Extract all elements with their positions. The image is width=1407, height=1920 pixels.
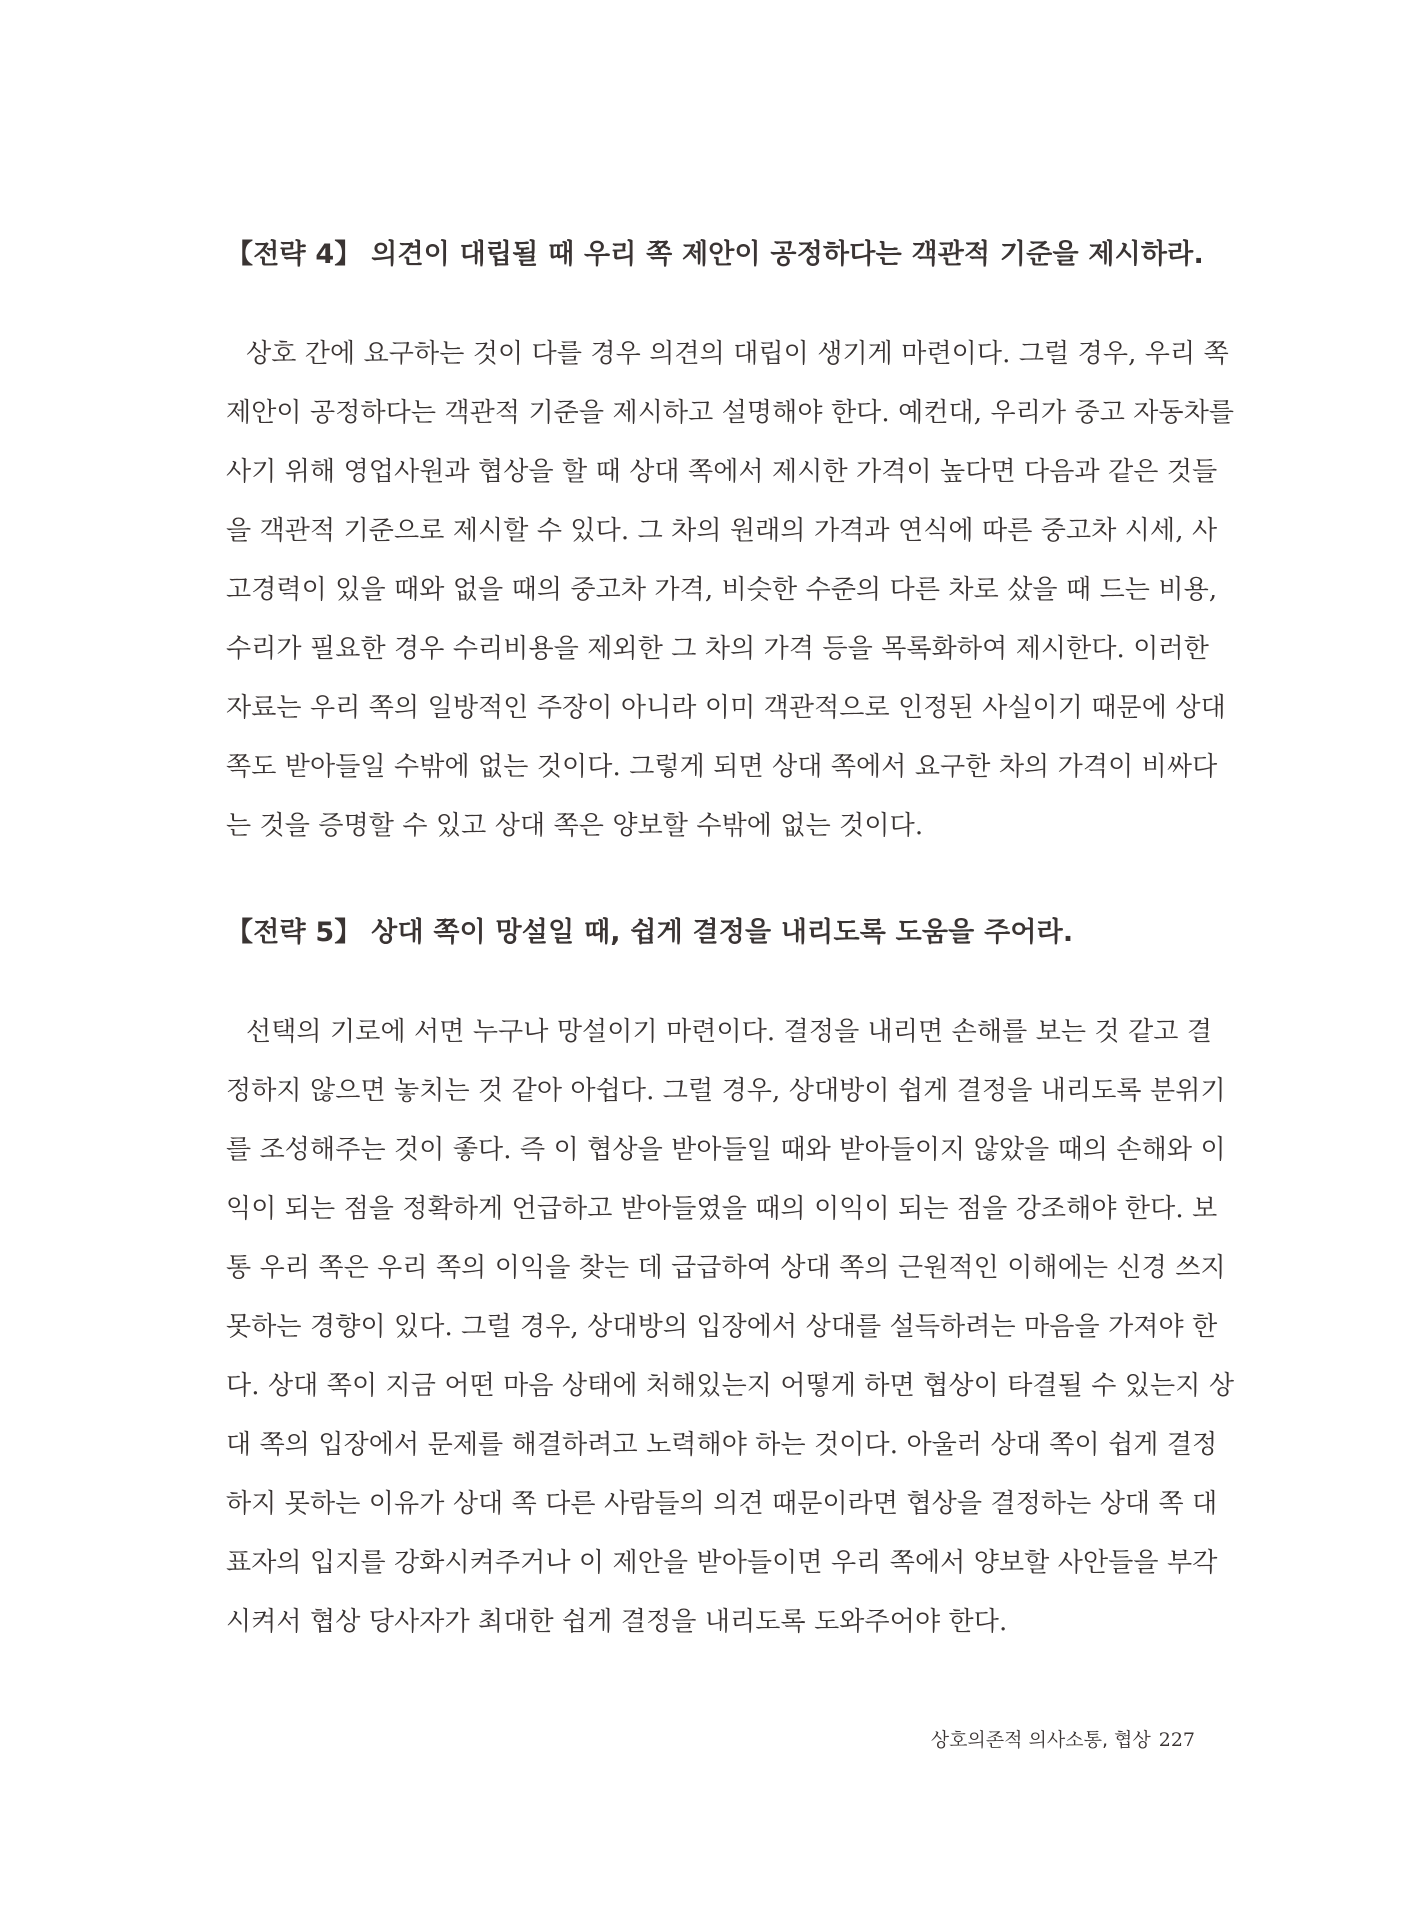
section-heading-strategy-4 [226,238,1204,272]
paragraph-line: 사기 위해 영업사원과 협상을 할 때 상대 쪽에서 제시한 가격이 높다면 다음과 같은 것들 [226,457,1218,487]
section-heading-strategy-5 [226,916,1186,950]
heading-label: 【전략 4】 [226,239,362,270]
section-body-strategy-4 [226,325,1235,856]
paragraph-line: 통 우리 쪽은 우리 쪽의 이익을 찾는 데 급급하여 상대 쪽의 근원적인 이해에는 신경 쓰지 [226,1253,1226,1283]
paragraph-line: 를 조성해주는 것이 좋다. 즉 이 협상을 받아들일 때와 받아들이지 않았을 때의 손해와 이 [226,1135,1226,1165]
paragraph-line: 자료는 우리 쪽의 일방적인 주장이 아니라 이미 객관적으로 인정된 사실이기 때문에 상대 [226,693,1226,723]
paragraph-line: 선택의 기로에 서면 누구나 망설이기 마련이다. 결정을 내리면 손해를 보는 것 같고 결 [246,1017,1213,1047]
paragraph-line: 을 객관적 기준으로 제시할 수 있다. 그 차의 원래의 가격과 연식에 따른 중고차 시세, 사 [226,516,1218,546]
paragraph-line: 제안이 공정하다는 객관적 기준을 제시하고 설명해야 한다. 예컨대, 우리가 중고 자동차를 [226,398,1235,428]
paragraph-line: 다. 상대 쪽이 지금 어떤 마음 상태에 처해있는지 어떻게 하면 협상이 타결될 수 있는지 상 [226,1371,1235,1401]
paragraph-line: 쪽도 받아들일 수밖에 없는 것이다. 그렇게 되면 상대 쪽에서 요구한 차의 가격이 비싸다 [226,752,1218,782]
paragraph-line: 대 쪽의 입장에서 문제를 해결하려고 노력해야 하는 것이다. 아울러 상대 쪽이 쉽게 결정 [226,1430,1218,1460]
heading-label: 【전략 5】 [226,917,362,948]
heading-text: 의견이 대립될 때 우리 쪽 제안이 공정하다는 객관적 기준을 제시하라. [371,239,1204,270]
paragraph-line: 정하지 않으면 놓치는 것 같아 아쉽다. 그럴 경우, 상대방이 쉽게 결정을 내리도록 분위기 [226,1076,1226,1106]
paragraph-line: 수리가 필요한 경우 수리비용을 제외한 그 차의 가격 등을 목록화하여 제시한다. 이러한 [226,634,1209,664]
running-title: 상호의존적 의사소통, 협상 [930,1729,1151,1751]
paragraph-line: 하지 못하는 이유가 상대 쪽 다른 사람들의 의견 때문이라면 협상을 결정하는 상대 쪽 대 [226,1489,1218,1519]
page-number: 227 [1158,1729,1195,1751]
page-footer [931,1727,1195,1753]
paragraph-line: 못하는 경향이 있다. 그럴 경우, 상대방의 입장에서 상대를 설득하려는 마음을 가져야 한 [226,1312,1218,1342]
section-body-strategy-5 [226,1003,1235,1652]
paragraph-line: 상호 간에 요구하는 것이 다를 경우 의견의 대립이 생기게 마련이다. 그럴 경우, 우리 쪽 [246,339,1229,369]
heading-text: 상대 쪽이 망설일 때, 쉽게 결정을 내리도록 도움을 주어라. [371,917,1074,948]
paragraph-line: 익이 되는 점을 정확하게 언급하고 받아들였을 때의 이익이 되는 점을 강조해야 한다. 보 [226,1194,1218,1224]
paragraph-line: 는 것을 증명할 수 있고 상대 쪽은 양보할 수밖에 없는 것이다. [226,811,924,841]
paragraph-line: 고경력이 있을 때와 없을 때의 중고차 가격, 비슷한 수준의 다른 차로 샀을 때 드는 비용, [226,575,1218,605]
paragraph-line: 시켜서 협상 당사자가 최대한 쉽게 결정을 내리도록 도와주어야 한다. [226,1607,1008,1637]
paragraph-line: 표자의 입지를 강화시켜주거나 이 제안을 받아들이면 우리 쪽에서 양보할 사안들을 부각 [226,1548,1218,1578]
